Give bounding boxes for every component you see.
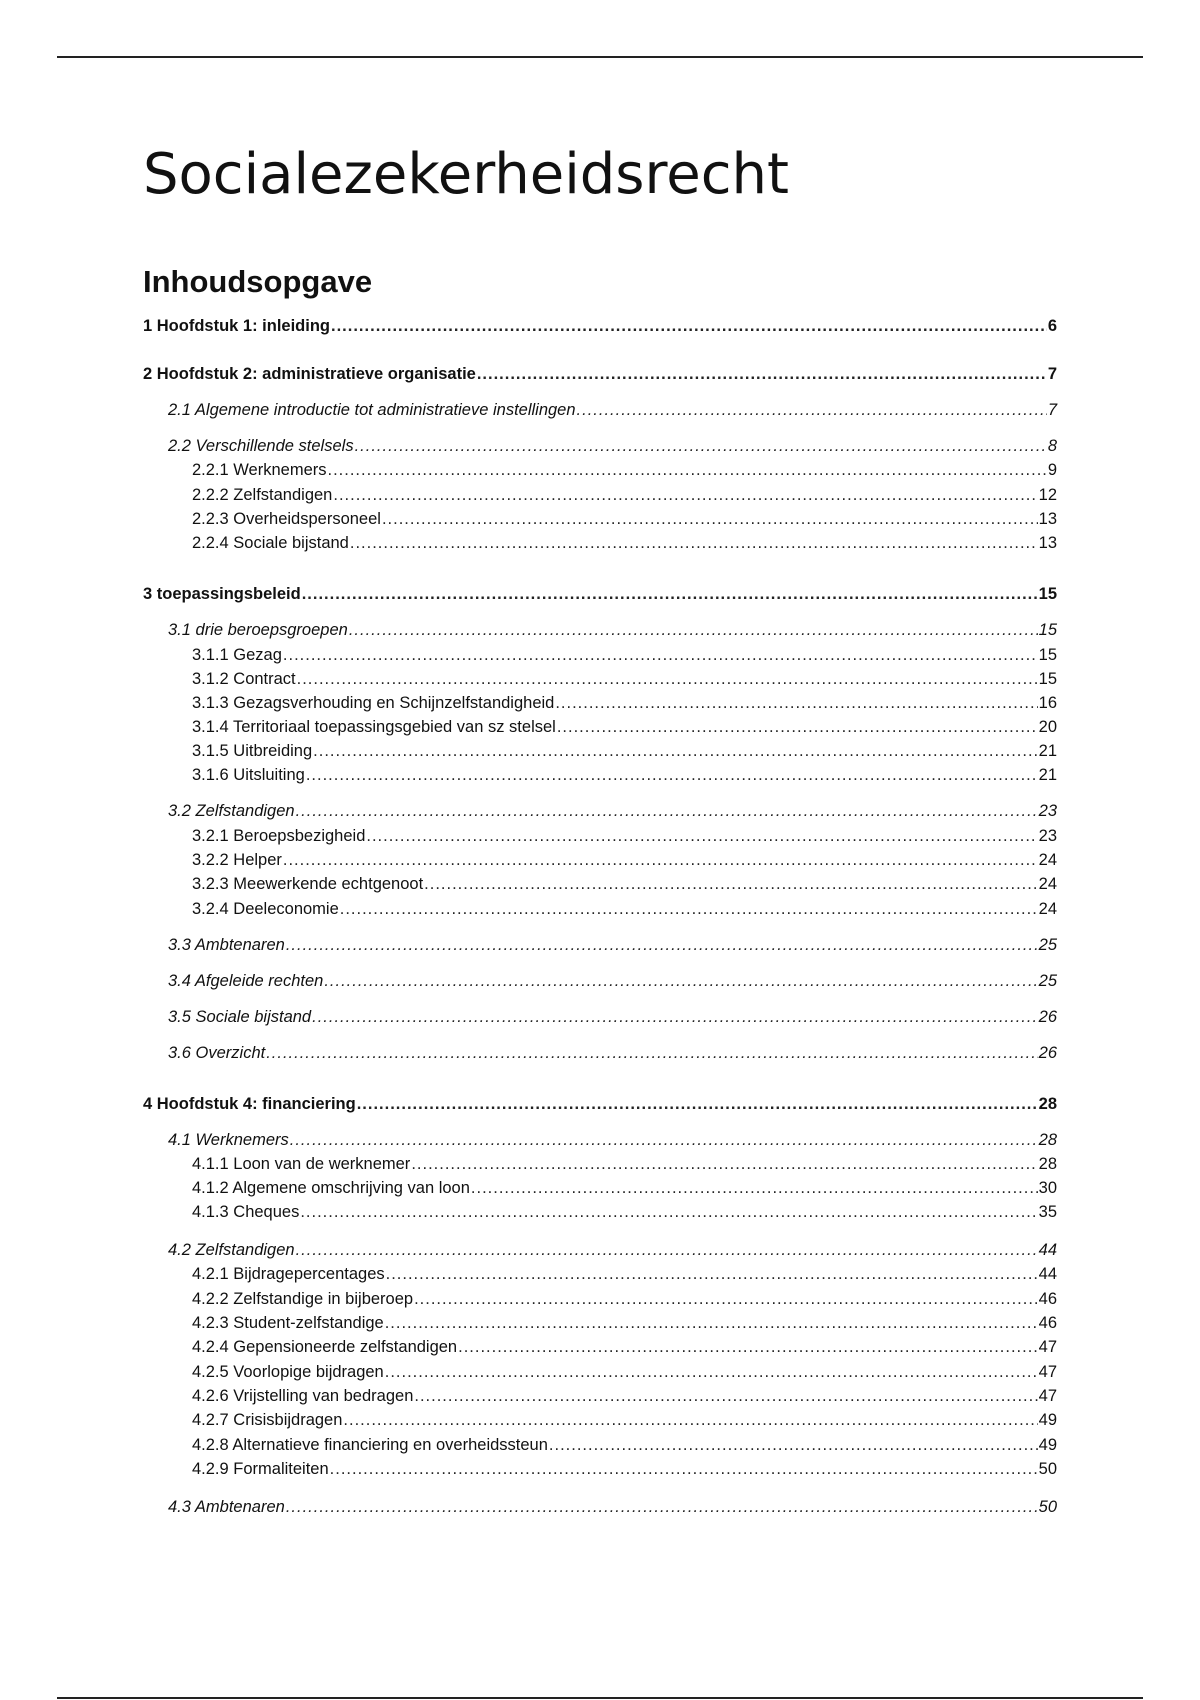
toc-dot-leader	[296, 1239, 1038, 1261]
toc-entry-page-number: 6	[1047, 317, 1057, 335]
toc-entry-label: 4.3 Ambtenaren	[168, 1498, 285, 1516]
toc-entry[interactable]	[168, 934, 1057, 956]
toc-entry-label: 1 Hoofdstuk 1: inleiding	[143, 317, 331, 335]
toc-entry[interactable]	[192, 1201, 1057, 1223]
toc-dot-leader	[349, 619, 1038, 641]
toc-dot-leader	[343, 1409, 1037, 1431]
toc-entry-label: 3.6 Overzicht	[168, 1044, 266, 1062]
toc-entry[interactable]	[143, 583, 1057, 605]
toc-entry-label: 3.1.3 Gezagsverhouding en Schijnzelfstandigheid	[192, 694, 555, 712]
toc-dot-leader	[286, 934, 1038, 956]
toc-entry[interactable]	[192, 849, 1057, 871]
toc-entry-page-number: 8	[1047, 437, 1057, 455]
toc-entry-page-number: 47	[1038, 1363, 1057, 1381]
toc-entry-label: 4.2.5 Voorlopige bijdragen	[192, 1363, 384, 1381]
toc-entry-page-number: 44	[1038, 1265, 1057, 1283]
toc-entry-label: 4.2.7 Crisisbijdragen	[192, 1411, 343, 1429]
toc-entry-label: 2.2 Verschillende stelsels	[168, 437, 354, 455]
toc-entry-label: 4.1.3 Cheques	[192, 1203, 300, 1221]
toc-entry-page-number: 46	[1038, 1314, 1057, 1332]
toc-dot-leader	[306, 764, 1038, 786]
toc-entry[interactable]	[192, 873, 1057, 895]
toc-entry-page-number: 30	[1038, 1179, 1057, 1197]
toc-entry[interactable]	[192, 1434, 1057, 1456]
toc-entry[interactable]	[168, 1006, 1057, 1028]
toc-entry[interactable]	[192, 668, 1057, 690]
toc-entry-page-number: 21	[1038, 742, 1057, 760]
toc-entry-page-number: 23	[1038, 827, 1057, 845]
toc-entry-label: 3.1.4 Territoriaal toepassingsgebied van sz stelsel	[192, 718, 556, 736]
toc-entry-label: 2.1 Algemene introductie tot administratieve instellingen	[168, 401, 576, 419]
toc-entry[interactable]	[143, 1093, 1057, 1115]
toc-entry-label: 4.1.2 Algemene omschrijving van loon	[192, 1179, 470, 1197]
toc-entry-page-number: 12	[1038, 486, 1057, 504]
toc-dot-leader	[333, 484, 1037, 506]
toc-entry-label: 2.2.4 Sociale bijstand	[192, 534, 349, 552]
toc-entry[interactable]	[168, 1239, 1057, 1261]
toc-entry[interactable]	[192, 532, 1057, 554]
toc-entry-label: 4.2.1 Bijdragepercentages	[192, 1265, 385, 1283]
toc-entry[interactable]	[143, 363, 1057, 385]
toc-dot-leader	[458, 1336, 1038, 1358]
toc-entry[interactable]	[192, 764, 1057, 786]
toc-entry-page-number: 28	[1038, 1131, 1057, 1149]
toc-entry-page-number: 13	[1038, 534, 1057, 552]
toc-entry-page-number: 50	[1038, 1460, 1057, 1478]
toc-entry[interactable]	[168, 1496, 1057, 1518]
toc-entry-page-number: 46	[1038, 1290, 1057, 1308]
toc-dot-leader	[296, 800, 1038, 822]
toc-entry-page-number: 15	[1038, 621, 1057, 639]
toc-entry-label: 4 Hoofdstuk 4: financiering	[143, 1095, 356, 1113]
toc-entry-label: 4.1 Werknemers	[168, 1131, 289, 1149]
toc-entry[interactable]	[192, 692, 1057, 714]
toc-entry-page-number: 25	[1038, 972, 1057, 990]
toc-dot-leader	[283, 849, 1038, 871]
toc-entry-label: 2 Hoofdstuk 2: administratieve organisatie	[143, 365, 476, 383]
toc-entry[interactable]	[192, 508, 1057, 530]
toc-dot-leader	[424, 873, 1037, 895]
toc-entry-page-number: 26	[1038, 1044, 1057, 1062]
footer-rule	[57, 1697, 1143, 1699]
toc-entry-label: 4.2 Zelfstandigen	[168, 1241, 295, 1259]
toc-dot-leader	[324, 970, 1037, 992]
toc-entry-label: 3.2.4 Deeleconomie	[192, 900, 339, 918]
toc-entry-page-number: 21	[1038, 766, 1057, 784]
toc-entry-label: 4.2.2 Zelfstandige in bijberoep	[192, 1290, 414, 1308]
toc-dot-leader	[266, 1042, 1037, 1064]
toc-dot-leader	[471, 1177, 1038, 1199]
toc-entry-page-number: 28	[1038, 1155, 1057, 1173]
toc-entry-label: 3.1.6 Uitsluiting	[192, 766, 305, 784]
toc-entry-page-number: 24	[1038, 851, 1057, 869]
toc-entry-label: 3.2 Zelfstandigen	[168, 802, 295, 820]
toc-entry[interactable]	[192, 1263, 1057, 1285]
toc-dot-leader	[297, 668, 1038, 690]
toc-dot-leader	[350, 532, 1038, 554]
toc-dot-leader	[283, 644, 1038, 666]
toc-entry[interactable]	[192, 898, 1057, 920]
toc-entry-page-number: 28	[1038, 1095, 1057, 1113]
toc-entry[interactable]	[192, 1361, 1057, 1383]
toc-entry[interactable]	[192, 716, 1057, 738]
toc-entry-label: 3.2.3 Meewerkende echtgenoot	[192, 875, 424, 893]
toc-entry[interactable]	[192, 1336, 1057, 1358]
toc-dot-leader	[414, 1288, 1038, 1310]
toc-dot-leader	[555, 692, 1037, 714]
toc-entry-page-number: 15	[1038, 585, 1057, 603]
toc-entry-label: 3.2.2 Helper	[192, 851, 282, 869]
toc-entry[interactable]	[192, 825, 1057, 847]
toc-entry-page-number: 24	[1038, 875, 1057, 893]
toc-entry-page-number: 50	[1038, 1498, 1057, 1516]
toc-entry[interactable]	[168, 1129, 1057, 1151]
toc-dot-leader	[328, 459, 1047, 481]
toc-entry-page-number: 24	[1038, 900, 1057, 918]
toc-dot-leader	[300, 1201, 1037, 1223]
toc-dot-leader	[385, 1361, 1038, 1383]
toc-entry-page-number: 13	[1038, 510, 1057, 528]
toc-entry-label: 4.2.9 Formaliteiten	[192, 1460, 329, 1478]
toc-entry-page-number: 7	[1047, 401, 1057, 419]
toc-entry-label: 4.1.1 Loon van de werknemer	[192, 1155, 411, 1173]
toc-entry-label: 3.1.1 Gezag	[192, 646, 282, 664]
toc-entry[interactable]	[192, 459, 1057, 481]
toc-entry[interactable]	[192, 1385, 1057, 1407]
toc-entry-page-number: 25	[1038, 936, 1057, 954]
toc-dot-leader	[290, 1129, 1038, 1151]
toc-entry[interactable]	[192, 1312, 1057, 1334]
toc-entry-label: 3.4 Afgeleide rechten	[168, 972, 324, 990]
toc-entry-page-number: 35	[1038, 1203, 1057, 1221]
toc-entry-page-number: 9	[1047, 461, 1057, 479]
toc-dot-leader	[286, 1496, 1038, 1518]
toc-entry-page-number: 16	[1038, 694, 1057, 712]
toc-entry-label: 2.2.3 Overheidspersoneel	[192, 510, 381, 528]
toc-entry[interactable]	[192, 1288, 1057, 1310]
toc-entry-label: 4.2.4 Gepensioneerde zelfstandigen	[192, 1338, 458, 1356]
toc-entry-page-number: 47	[1038, 1387, 1057, 1405]
toc-dot-leader	[414, 1385, 1037, 1407]
toc-dot-leader	[357, 1093, 1038, 1115]
toc-entry-page-number: 15	[1038, 646, 1057, 664]
toc-dot-leader	[312, 1006, 1038, 1028]
toc-dot-leader	[330, 1458, 1038, 1480]
toc-entry[interactable]	[192, 1409, 1057, 1431]
toc-dot-leader	[302, 583, 1038, 605]
toc-dot-leader	[549, 1434, 1038, 1456]
document-title: Socialezekerheidsrecht	[143, 142, 789, 207]
toc-dot-leader	[386, 1263, 1038, 1285]
toc-dot-leader	[355, 435, 1047, 457]
toc-entry-page-number: 7	[1047, 365, 1057, 383]
toc-entry-label: 3.2.1 Beroepsbezigheid	[192, 827, 366, 845]
toc-entry-label: 3.3 Ambtenaren	[168, 936, 285, 954]
toc-entry-label: 2.2.1 Werknemers	[192, 461, 327, 479]
toc-entry-page-number: 20	[1038, 718, 1057, 736]
toc-dot-leader	[340, 898, 1038, 920]
toc-dot-leader	[385, 1312, 1038, 1334]
toc-dot-leader	[382, 508, 1038, 530]
toc-entry[interactable]	[192, 1177, 1057, 1199]
toc-entry-label: 4.2.6 Vrijstelling van bedragen	[192, 1387, 414, 1405]
toc-dot-leader	[477, 363, 1047, 385]
toc-entry-label: 3.1 drie beroepsgroepen	[168, 621, 348, 639]
toc-entry-label: 4.2.8 Alternatieve financiering en overheidssteun	[192, 1436, 548, 1454]
toc-entry[interactable]	[143, 315, 1057, 337]
toc-dot-leader	[577, 399, 1047, 421]
toc-entry[interactable]	[192, 740, 1057, 762]
toc-entry[interactable]	[168, 1042, 1057, 1064]
toc-entry-page-number: 23	[1038, 802, 1057, 820]
toc-entry[interactable]	[168, 619, 1057, 641]
toc-entry-page-number: 15	[1038, 670, 1057, 688]
toc-heading: Inhoudsopgave	[143, 264, 373, 299]
toc-entry-label: 3.5 Sociale bijstand	[168, 1008, 312, 1026]
toc-entry[interactable]	[192, 484, 1057, 506]
toc-dot-leader	[313, 740, 1037, 762]
toc-entry[interactable]	[168, 800, 1057, 822]
toc-entry-label: 2.2.2 Zelfstandigen	[192, 486, 333, 504]
toc-dot-leader	[331, 315, 1047, 337]
toc-entry-label: 3 toepassingsbeleid	[143, 585, 301, 603]
toc-entry-page-number: 49	[1038, 1436, 1057, 1454]
toc-entry-page-number: 44	[1038, 1241, 1057, 1259]
toc-entry[interactable]	[168, 970, 1057, 992]
toc-entry-page-number: 47	[1038, 1338, 1057, 1356]
toc-entry-label: 3.1.5 Uitbreiding	[192, 742, 313, 760]
toc-entry-label: 4.2.3 Student-zelfstandige	[192, 1314, 384, 1332]
toc-entry[interactable]	[168, 399, 1057, 421]
toc-entry-page-number: 26	[1038, 1008, 1057, 1026]
toc-entry[interactable]	[192, 1153, 1057, 1175]
toc-entry[interactable]	[192, 1458, 1057, 1480]
toc-entry-page-number: 49	[1038, 1411, 1057, 1429]
toc-entry[interactable]	[192, 644, 1057, 666]
toc-entry[interactable]	[168, 435, 1057, 457]
toc-entry-label: 3.1.2 Contract	[192, 670, 296, 688]
toc-dot-leader	[366, 825, 1037, 847]
toc-dot-leader	[411, 1153, 1037, 1175]
toc-dot-leader	[557, 716, 1038, 738]
